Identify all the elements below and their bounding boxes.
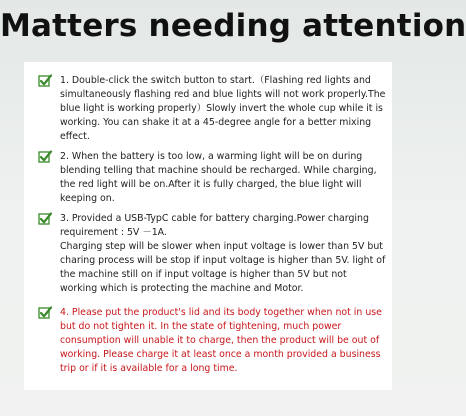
notice-item-detail: Charging step will be slower when input voltage is lower than 5V but charing process will be stop if input voltage is higher than 5V. light of the machine still on if input voltage is higher than 5V but not working which is protecting the machine and Motor. [60, 241, 386, 294]
checkbox-check-icon [38, 150, 52, 164]
notice-item-lead: 3. Provided a USB-TypC cable for battery charging.Power charging requirement : 5V －1A. [60, 213, 369, 238]
notice-item-4 [38, 306, 390, 376]
notice-item-text: 2. When the battery is too low, a warming light will be on during blending telling that machine should be recharged. While charging, the red light will be on.After it is fully charged, the blue light will keeping on. [60, 151, 377, 204]
notice-item-text: 1. Double-click the switch button to start.（Flashing red lights and simultaneously flashing red and blue lights will not work properly.The blue light is working properly）Slowly invert the whole cup while it is working. You can shake it at a 45-degree angle for a better mixing effect. [60, 75, 386, 142]
checkbox-check-icon [38, 74, 52, 88]
checkbox-check-icon [38, 212, 52, 226]
notice-card [24, 62, 392, 390]
page-title: Matters needing attention [0, 8, 466, 44]
notice-item-2 [38, 150, 390, 206]
notice-item-text [60, 212, 386, 296]
notice-item-3 [38, 212, 390, 296]
notice-item-text: 4. Please put the product's lid and its body together when not in use but do not tighten it. In the state of tightening, much power consumption will unable it to charge, then the product will be out of working. Please charge it at least once a month provided a business trip or if it is available for a long time. [60, 307, 382, 374]
notice-item-1 [38, 74, 390, 144]
checkbox-check-icon [38, 306, 52, 320]
